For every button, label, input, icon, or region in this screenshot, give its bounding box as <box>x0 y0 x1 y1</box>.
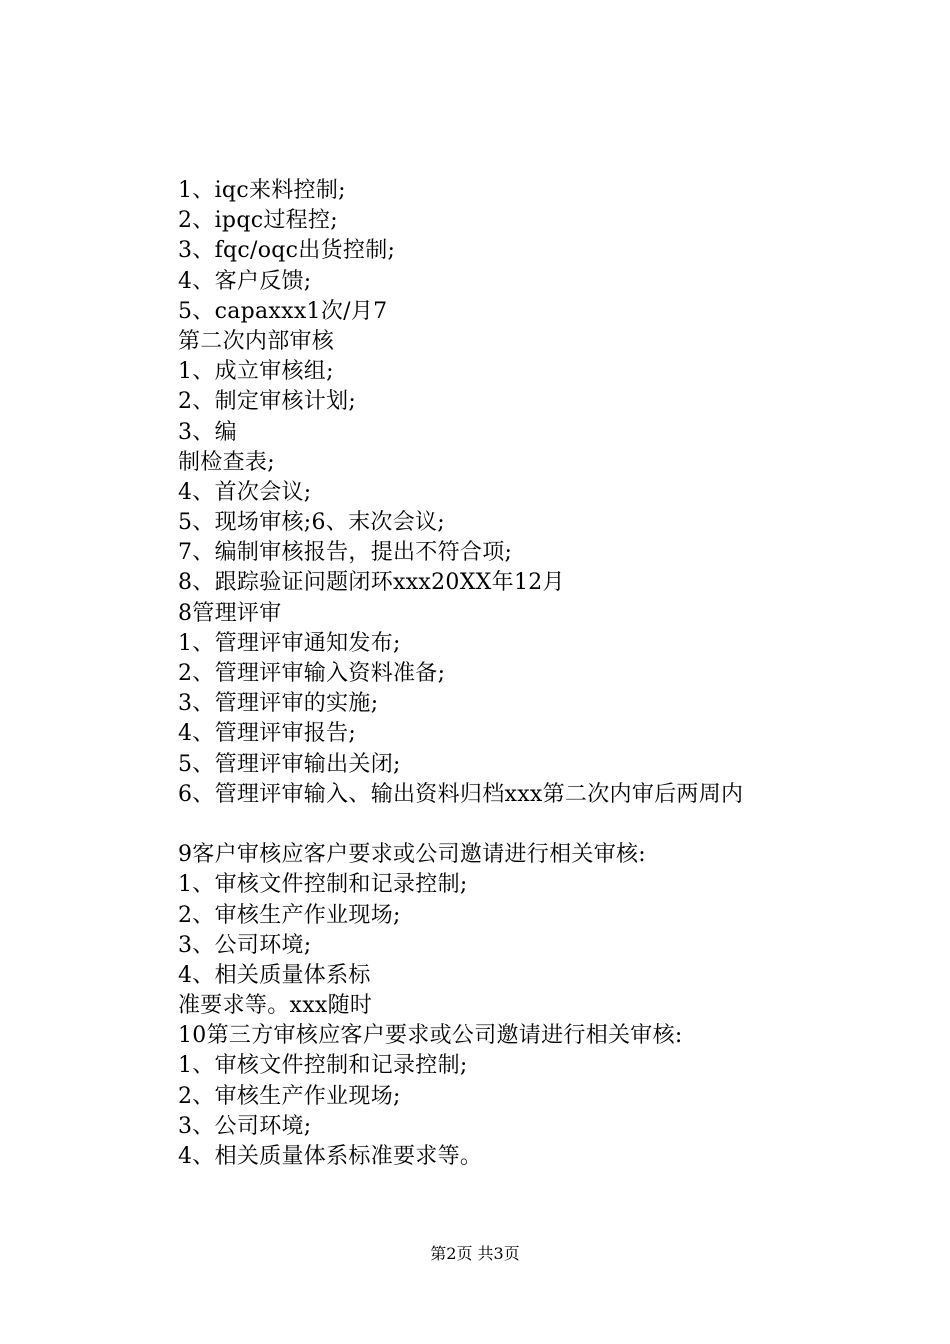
document-body <box>178 176 878 1172</box>
text-line: 4、客户反馈; <box>178 268 312 294</box>
text-line: 3、fqc/oqc出货控制; <box>178 238 396 264</box>
text-line: 2、管理评审输入资料准备; <box>178 661 446 686</box>
text-line: 5、现场审核;6、末次会议; <box>178 510 446 536</box>
text-line: 2、审核生产作业现场; <box>178 1083 401 1109</box>
text-line: 3、公司环境; <box>178 932 312 958</box>
text-line: 4、管理评审报告; <box>178 721 357 747</box>
text-line: 1、管理评审通知发布; <box>178 630 401 656</box>
text-line: 3、公司环境; <box>178 1113 312 1139</box>
section-heading: 8管理评审 <box>178 600 282 626</box>
text-line: 6、管理评审输入、输出资料归档xxx第二次内审后两周内 <box>178 781 744 807</box>
text-line: 1、审核文件控制和记录控制; <box>178 872 468 898</box>
text-line: 2、审核生产作业现场; <box>178 902 401 928</box>
section-heading: 9客户审核应客户要求或公司邀请进行相关审核: <box>178 842 647 868</box>
text-line: 3、管理评审的实施; <box>178 691 379 717</box>
text-line: 1、iqc来料控制; <box>178 178 346 203</box>
blank-line <box>178 810 878 840</box>
page-number-footer: 第2页 共3页 <box>430 1244 520 1263</box>
text-line: 1、成立审核组; <box>178 359 334 385</box>
text-line: 2、制定审核计划; <box>178 389 357 415</box>
text-line: 2、ipqc过程控; <box>178 208 338 234</box>
section-heading: 10第三方审核应客户要求或公司邀请进行相关审核: <box>178 1023 683 1049</box>
text-line: 3、编 <box>178 419 237 445</box>
text-line: 1、审核文件控制和记录控制; <box>178 1053 468 1079</box>
text-line: 4、相关质量体系标准要求等。 <box>178 1144 483 1169</box>
text-line: 5、管理评审输出关闭; <box>178 751 401 777</box>
text-line: 准要求等。xxx随时 <box>178 993 373 1019</box>
text-line: 4、相关质量体系标 <box>178 962 371 988</box>
text-line: 制检查表; <box>178 449 275 475</box>
text-line: 7、编制审核报告，提出不符合项; <box>178 540 513 566</box>
section-heading: 第二次内部审核 <box>178 328 335 354</box>
text-line: 4、首次会议; <box>178 479 312 505</box>
text-line: 5、capaxxx1次/月7 <box>178 298 388 324</box>
text-line: 8、跟踪验证问题闭环xxx20XX年12月 <box>178 570 565 596</box>
